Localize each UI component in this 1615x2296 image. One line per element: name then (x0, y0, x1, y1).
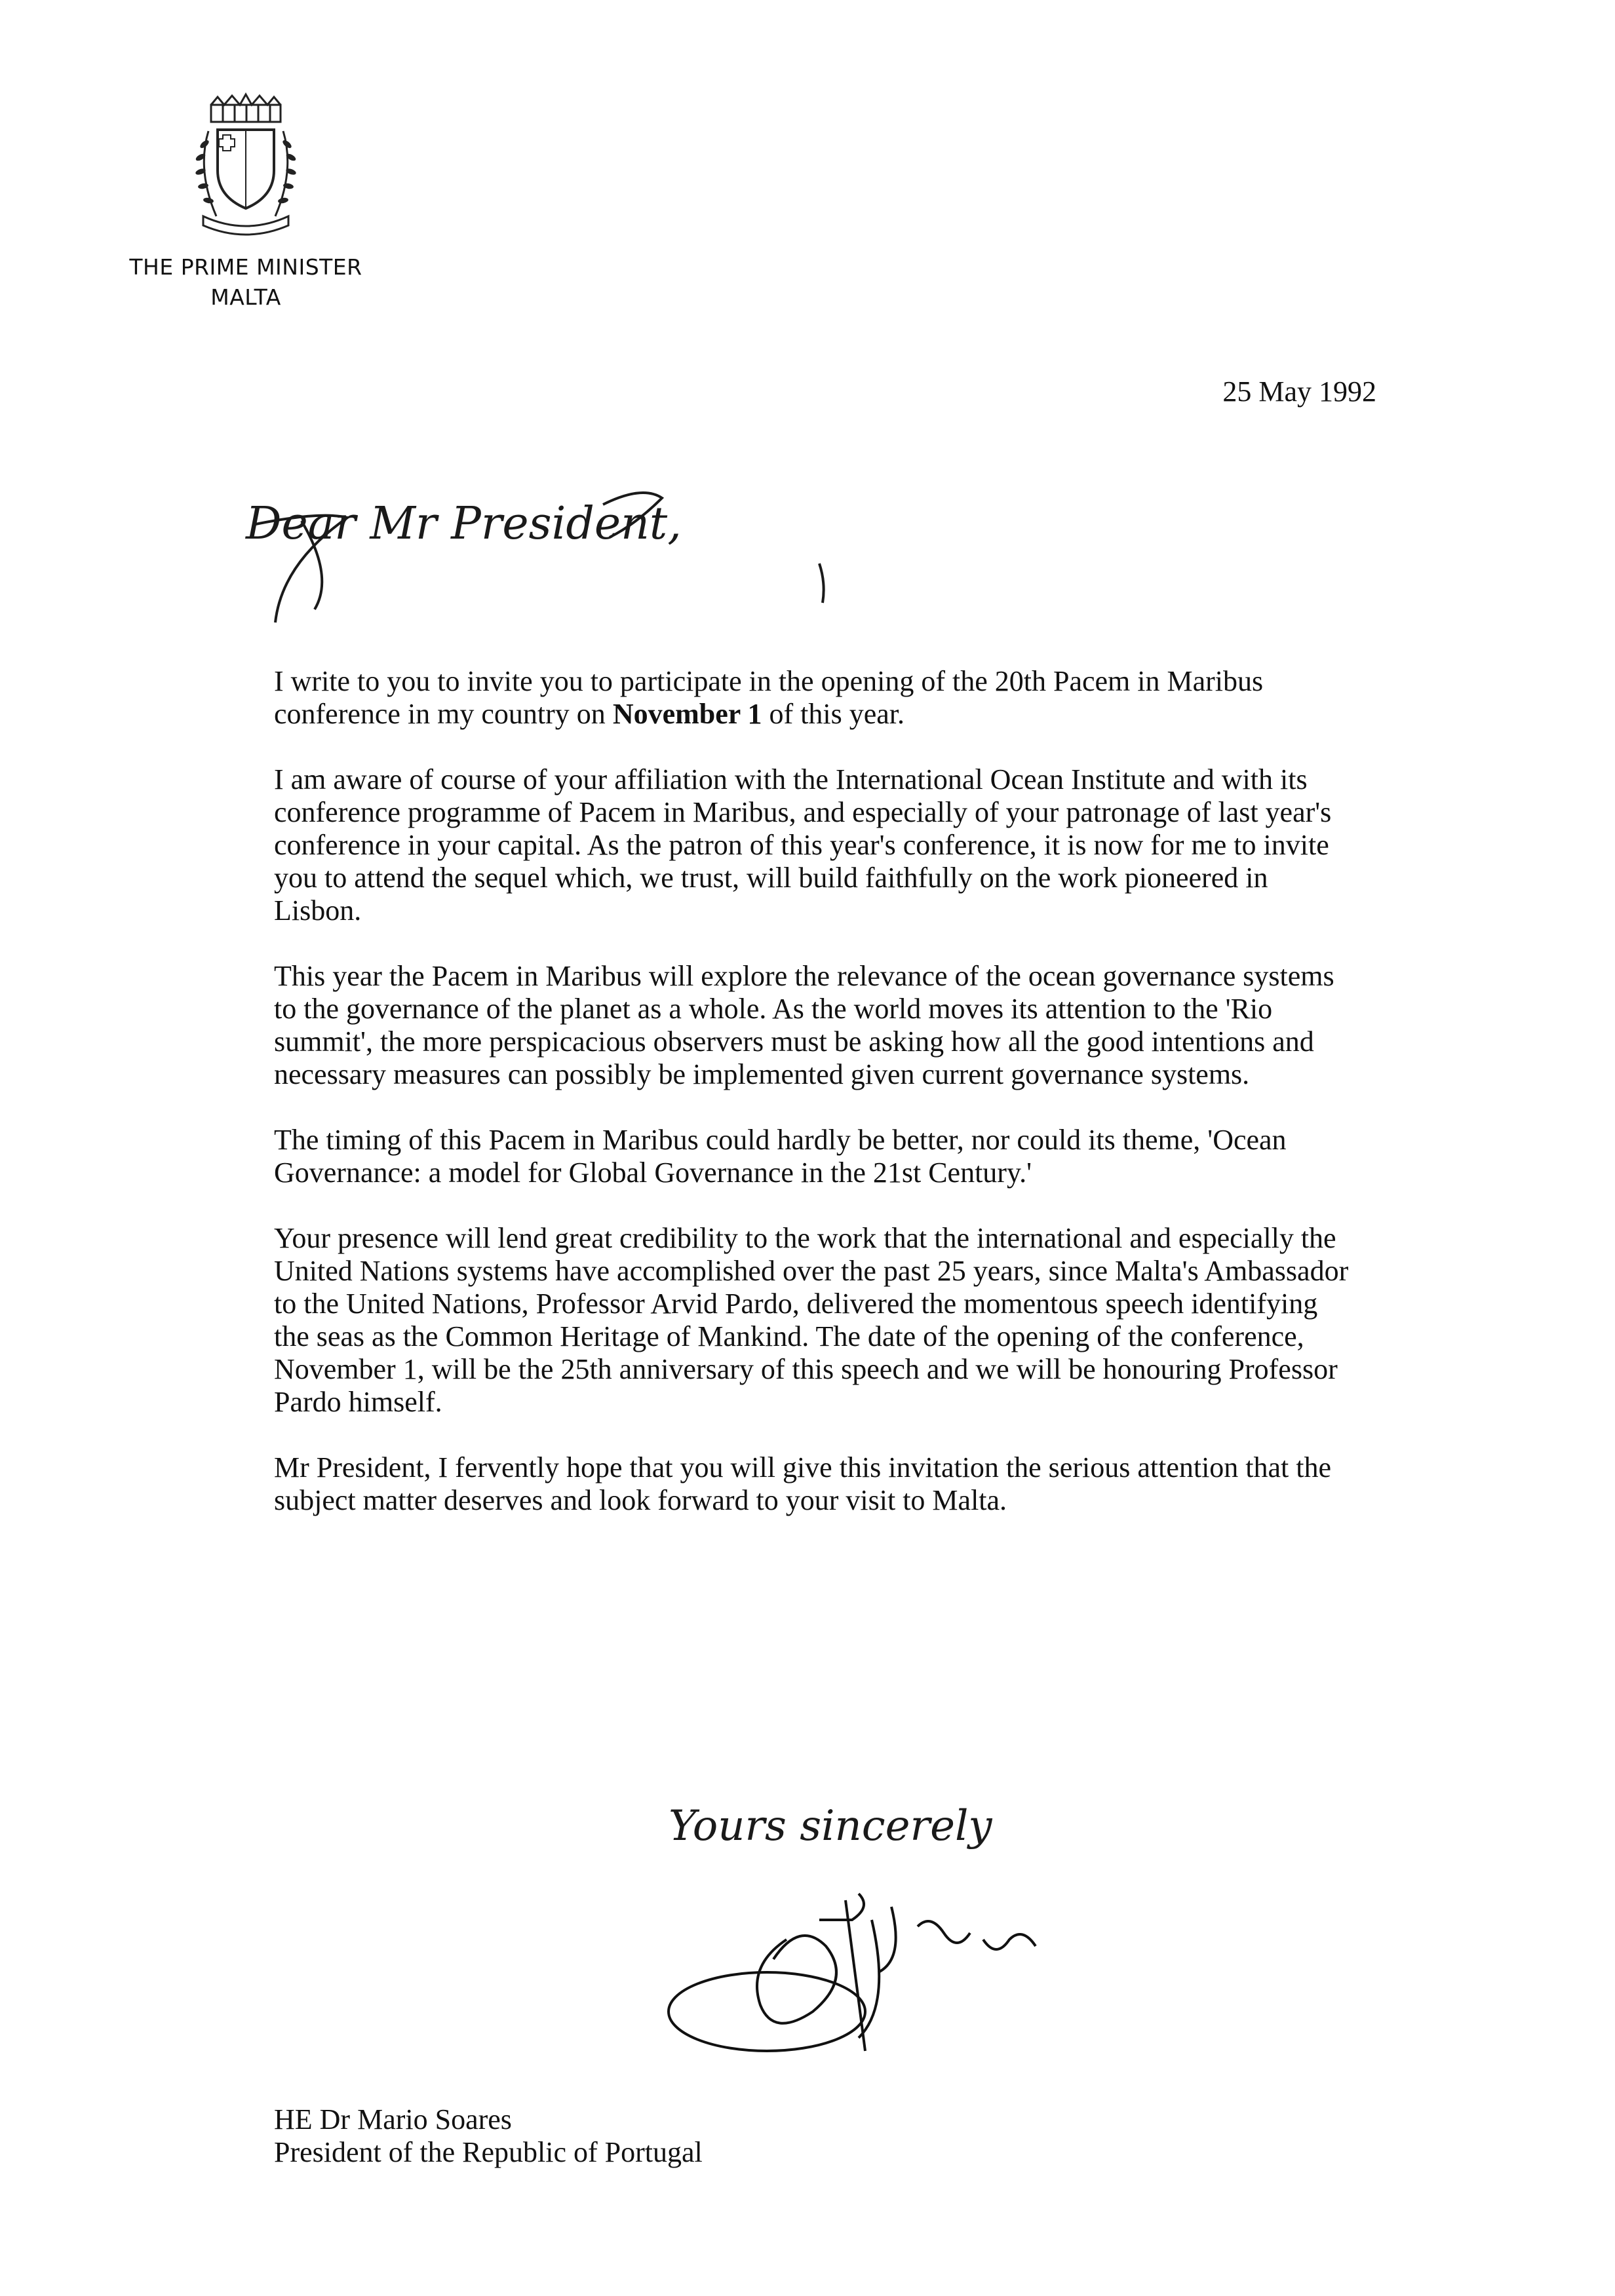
letterhead (98, 252, 393, 313)
letter-body (274, 665, 1349, 1550)
letterhead-country: MALTA (210, 284, 281, 310)
addressee-title: President of the Republic of Portugal (274, 2136, 703, 2168)
signature-drawing (655, 1789, 1127, 2064)
paragraph-closing-hope: Mr President, I fervently hope that you will give this invitation the serious attention that the subject matter deserves and look forward to your visit to Malta. (274, 1451, 1332, 1516)
addressee-block (274, 2103, 1323, 2169)
closing-handwritten: Yours sincerely (669, 1802, 992, 1850)
paragraph-timing: The timing of this Pacem in Maribus could hardly be better, nor could its theme, 'Ocean Governance: a model for Global Governance in the 21st Century.' (274, 1124, 1287, 1189)
paragraph-presence: Your presence will lend great credibility to the work that the international and especially the United Nations systems have accomplished over the past 25 years, since Malta's Ambassador to the United Nations, Professor Arvid Pardo, delivered the momentous speech identifying the seas as the Common Heritage of Mankind. The date of the opening of the conference, November 1, will be the 25th anniversary of this speech and we will be honouring Professor Pardo himself. (274, 1222, 1349, 1418)
paragraph-invitation (274, 665, 1349, 731)
letter-date: 25 May 1992 (1222, 375, 1376, 408)
paragraph-relevance: This year the Pacem in Maribus will explore the relevance of the ocean governance systems to the governance of the planet as a whole. As the world moves its attention to the 'Rio summit', the more perspicacious observers must be asking how all the good intentions and necessary measures can possibly be implemented given current governance systems. (274, 960, 1334, 1090)
conference-date-bold: November 1 (612, 698, 762, 730)
paragraph-invitation-text-end: of this year. (762, 698, 905, 730)
paragraph-invitation-text: I write to you to invite you to participate in the opening of the 20th Pacem in Maribus conference in my country on (274, 665, 1264, 730)
addressee-name: HE Dr Mario Soares (274, 2103, 512, 2135)
letterhead-title: THE PRIME MINISTER (129, 254, 362, 280)
paragraph-affiliation: I am aware of course of your affiliation with the International Ocean Institute and with its conference programme of Pacem in Maribus, and especially of your patronage of last year's conference in your capital. As the patron of this year's conference, it is now for me to invite you to attend the sequel which, we trust, will build faithfully on the work pioneered in Lisbon. (274, 763, 1332, 927)
coat-of-arms-logo (177, 92, 315, 242)
salutation-handwritten: Dear Mr President, (246, 498, 682, 550)
